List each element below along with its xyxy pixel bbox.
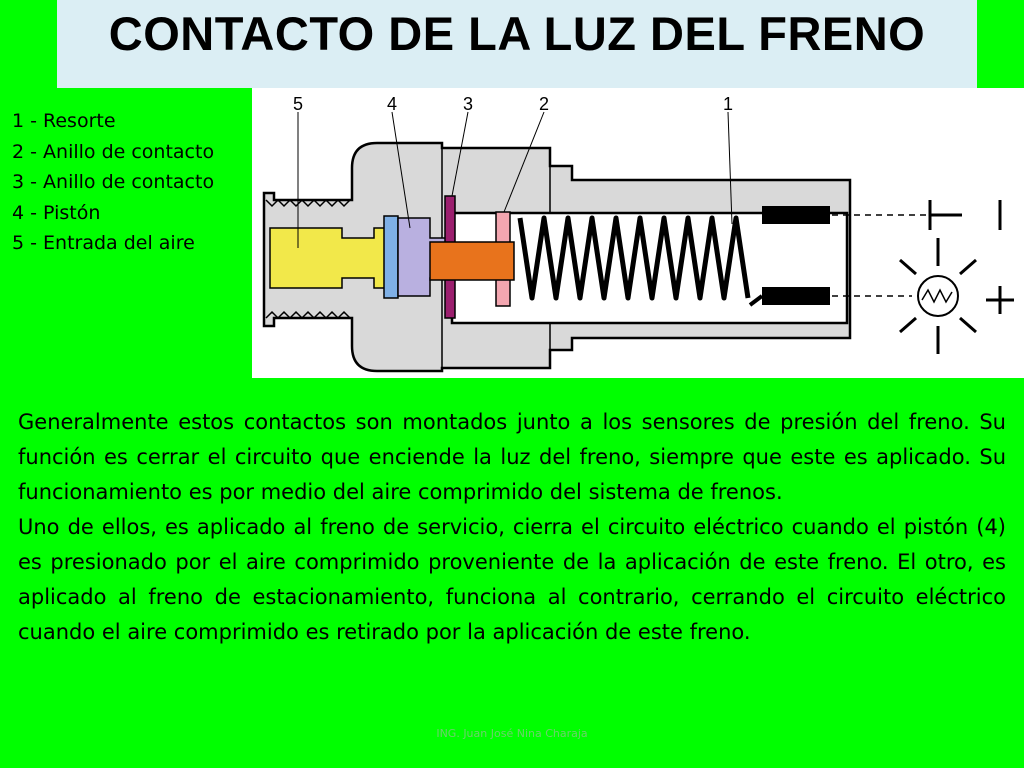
brake-switch-illustration (252, 88, 1024, 378)
terminal-top (762, 206, 830, 224)
legend-item-anillo-2: 2 - Anillo de contacto (12, 140, 215, 163)
piston-face (384, 216, 398, 298)
callout-5: 5 (292, 94, 304, 114)
paragraph-2: Uno de ellos, es aplicado al freno de servicio, cierra el circuito eléctrico cuando el pistón (4) es presionado por el aire comprimido proveniente de la aplicación de este freno. El otro, es aplicado al freno de estacionamiento, funciona al contrario, cerrando el circuito eléctrico cuando el aire comprimido es retirado por la aplicación de este freno. (18, 515, 1006, 644)
terminal-bottom (762, 287, 830, 305)
lamp-ray (900, 318, 916, 332)
lamp-ray (900, 260, 916, 274)
lamp-ray (960, 260, 976, 274)
callout-3: 3 (462, 94, 474, 114)
body-text (18, 405, 1006, 650)
lamp-ray (960, 318, 976, 332)
footer-author: ING. Juan José Nina Charaja (436, 727, 588, 740)
callout-2: 2 (538, 94, 550, 114)
legend-item-resorte: 1 - Resorte (12, 110, 116, 132)
brake-switch-diagram (252, 88, 1024, 378)
callout-1: 1 (722, 94, 734, 114)
parts-legend (12, 106, 214, 259)
plunger (430, 242, 514, 280)
legend-item-entrada-aire: 5 - Entrada del aire (12, 232, 195, 254)
slide-title: CONTACTO DE LA LUZ DEL FRENO (108, 7, 926, 60)
paragraph-1: Generalmente estos contactos son montados junto a los sensores de presión del freno. Su función es cerrar el circuito que enciende la luz del freno, siempre que este es aplicado. Su funcionamiento es por medio del aire comprimido del sistema de frenos. (18, 410, 1006, 504)
legend-item-anillo-3: 3 - Anillo de contacto (12, 171, 215, 193)
callout-4: 4 (386, 94, 398, 114)
legend-item-piston: 4 - Pistón (12, 201, 101, 224)
